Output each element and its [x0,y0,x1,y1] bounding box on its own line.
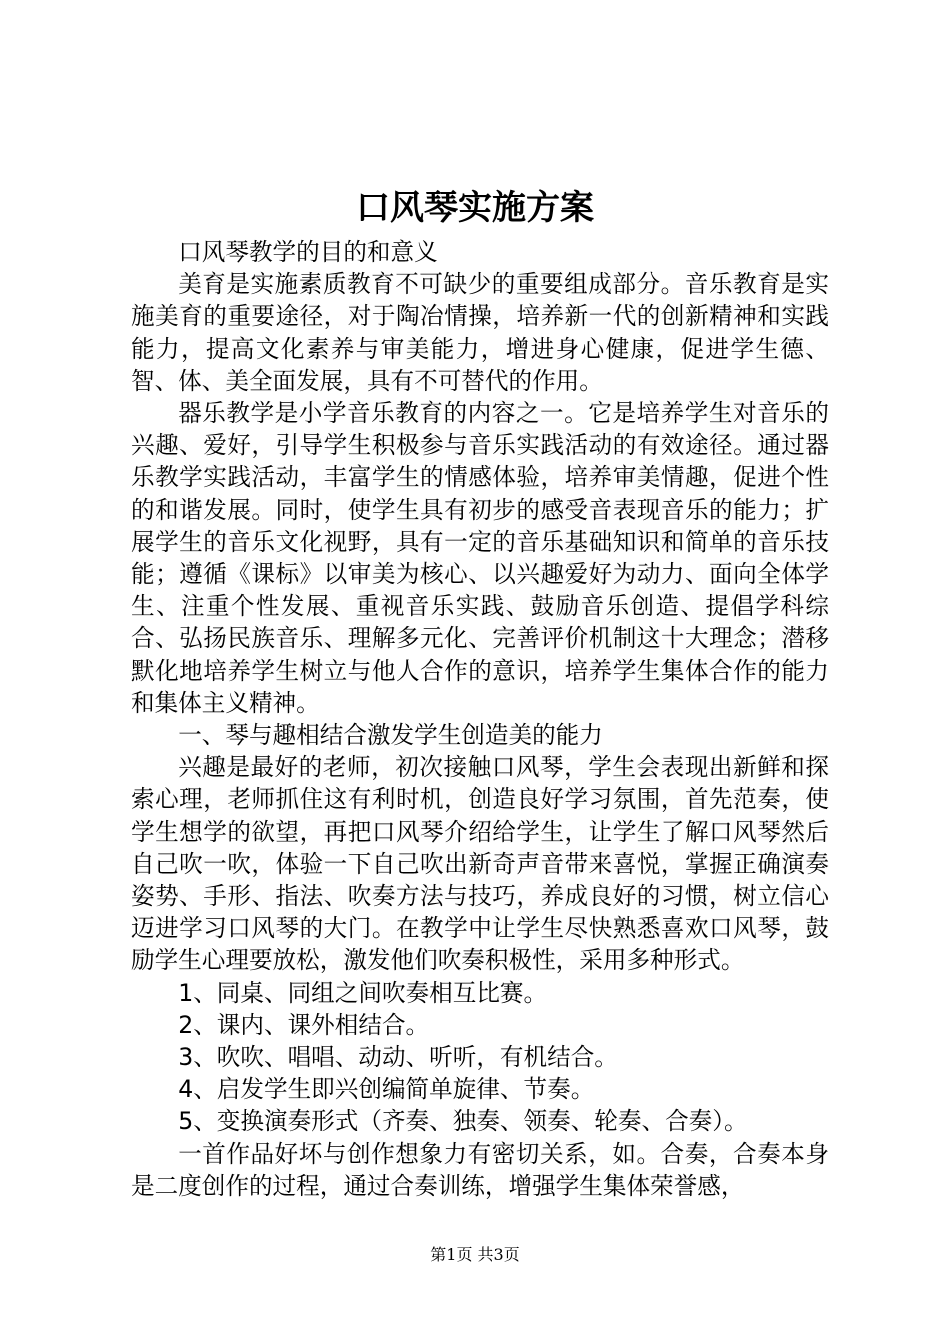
list-item-2: 2、课内、课外相结合。 [178,1010,430,1039]
list-item-1: 1、同桌、同组之间吹奏相互比赛。 [178,978,548,1007]
section-heading-purpose: 口风琴教学的目的和意义 [178,238,438,266]
section-heading-one: 一、琴与趣相结合激发学生创造美的能力 [178,721,603,750]
list-item-4: 4、启发学生即兴创编简单旋律、节奏。 [178,1075,595,1104]
document-body [131,236,829,1202]
paragraph-interest: 兴趣是最好的老师，初次接触口风琴，学生会表现出新鲜和探索心理，老师抓住这有利时机，创造良好学习氛围，首先范奏，使学生想学的欲望，再把口风琴介绍给学生，让学生了解口风琴然后自己吹一吹，体验一下自己吹出新奇声音带来喜悦，掌握正确演奏姿势、手形、指法、吹奏方法与技巧，养成良好的习惯，树立信心迈进学习口风琴的大门。在教学中让学生尽快熟悉喜欢口风琴，鼓励学生心理要放松，激发他们吹奏积极性，采用多种形式。 [131,753,829,975]
list-item-3: 3、吹吹、唱唱、动动、听听，有机结合。 [178,1043,618,1072]
list-item-5: 5、变换演奏形式（齐奏、独奏、领奏、轮奏、合奏）。 [178,1107,748,1136]
paragraph-ensemble: 一首作品好坏与创作想象力有密切关系，如。合奏，合奏本身是二度创作的过程，通过合奏训练，增强学生集体荣誉感， [131,1139,829,1200]
paragraph-instrumental-teaching: 器乐教学是小学音乐教育的内容之一。它是培养学生对音乐的兴趣、爱好，引导学生积极参与音乐实践活动的有效途径。通过器乐教学实践活动，丰富学生的情感体验，培养审美情趣，促进个性的和谐发展。同时，使学生具有初步的感受音表现音乐的能力；扩展学生的音乐文化视野，具有一定的音乐基础知识和简单的音乐技能；遵循《课标》以审美为核心、以兴趣爱好为动力、面向全体学生、注重个性发展、重视音乐实践、鼓励音乐创造、提倡学科综合、弘扬民族音乐、理解多元化、完善评价机制这十大理念；潜移默化地培养学生树立与他人合作的意识，培养学生集体合作的能力和集体主义精神。 [131,399,829,717]
document-title: 口风琴实施方案 [356,188,594,228]
page-footer: 第1页 共3页 [430,1245,520,1264]
paragraph-aesthetic-education: 美育是实施素质教育不可缺少的重要组成部分。音乐教育是实施美育的重要途径，对于陶冶情操，培养新一代的创新精神和实践能力，提高文化素养与审美能力，增进身心健康，促进学生德、智、体、美全面发展，具有不可替代的作用。 [131,270,829,395]
